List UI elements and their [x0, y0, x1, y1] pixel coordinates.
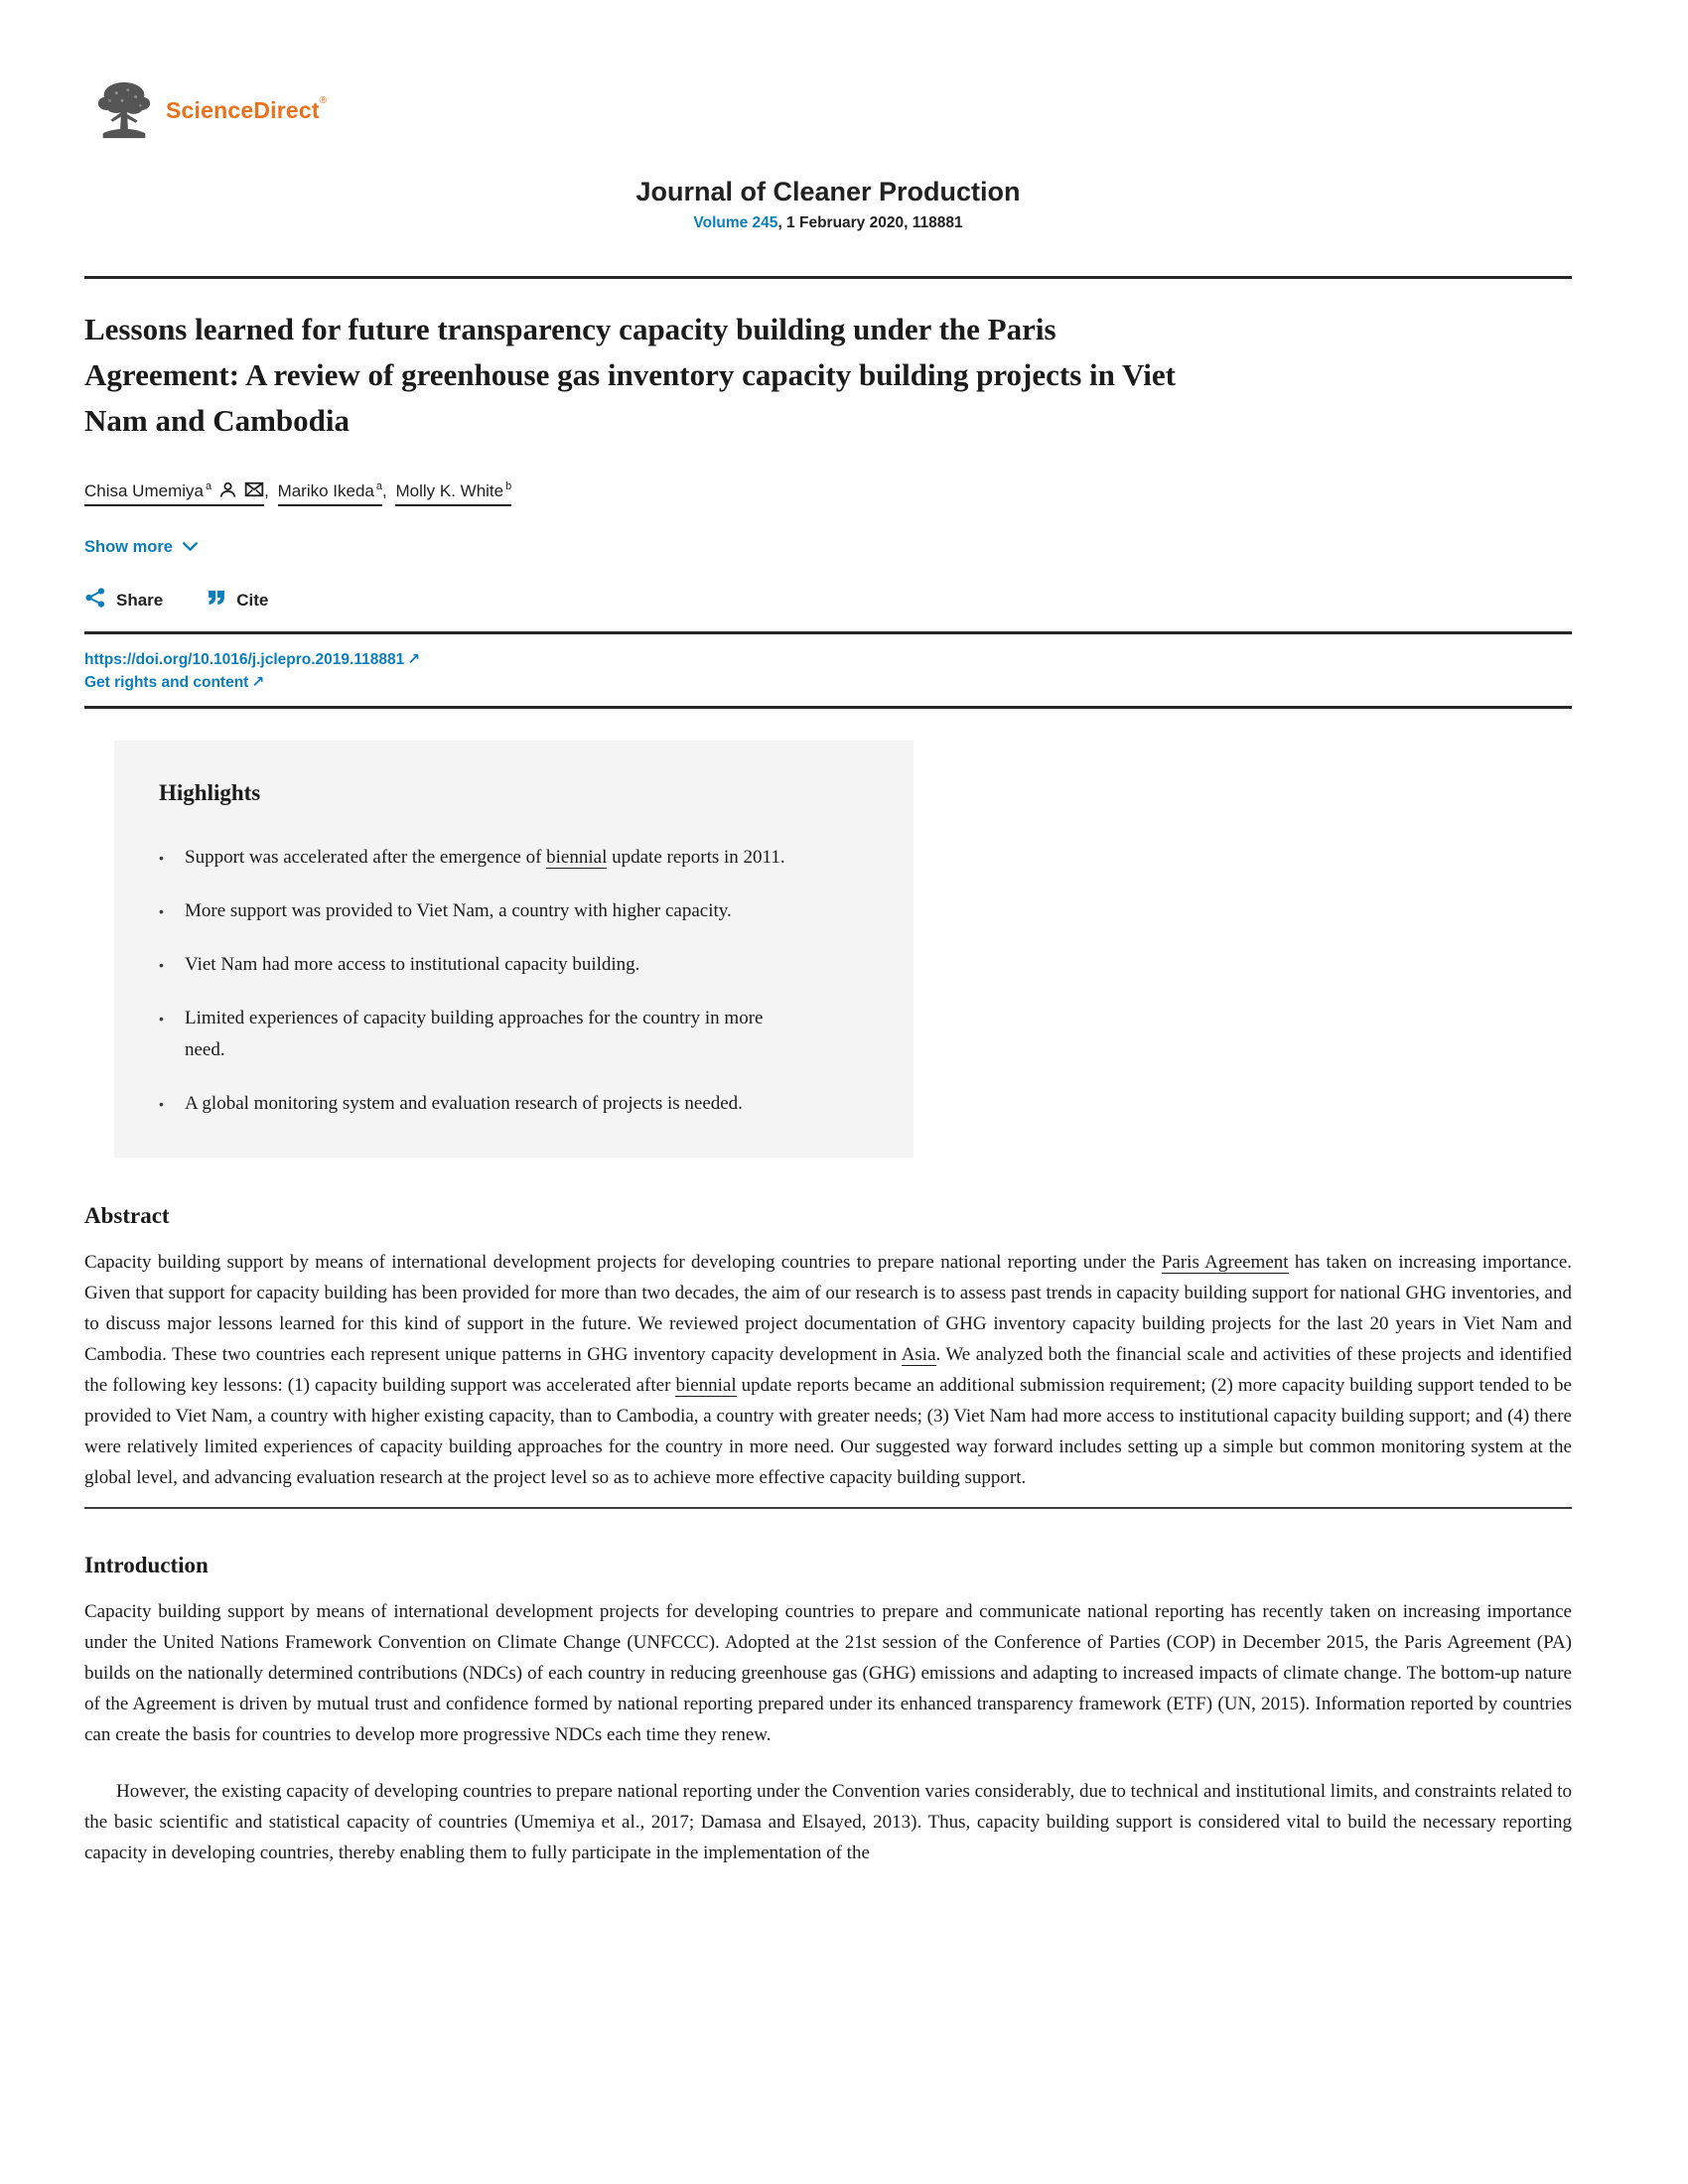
share-button[interactable]	[84, 587, 163, 614]
highlight-item	[159, 1003, 869, 1066]
elsevier-tree-icon	[94, 79, 154, 141]
abstract-segment: Capacity building support by means of international development projects for developing countries to prepare national reporting under the	[84, 1252, 1162, 1273]
term-link-paris-agreement[interactable]: Paris Agreement	[1161, 1252, 1289, 1273]
highlight-text: Limited experiences of capacity building approaches for the country in more need.	[185, 1008, 764, 1060]
bullet-icon: •	[159, 850, 164, 866]
journal-title-link[interactable]: Journal of Cleaner Production	[635, 177, 1021, 206]
person-icon[interactable]	[218, 480, 237, 504]
envelope-icon[interactable]	[244, 479, 264, 504]
author-affiliation-sup: a	[375, 480, 383, 493]
show-more-button[interactable]	[84, 534, 200, 561]
author-name: Molly K. White	[395, 481, 504, 500]
author-name: Chisa Umemiya	[84, 481, 204, 500]
term-link-biennial[interactable]: biennial	[675, 1375, 737, 1396]
cite-button[interactable]	[207, 588, 268, 613]
highlight-item	[159, 842, 869, 874]
abstract-segment: has taken on increasing importance. Given that support for capacity building has been provided for more than two decades, the aim of our research is to assess past trends in capacity building support for national GHG inventories, and to discuss major lessons learned for this kind of support in the future. We reviewed project documentation of GHG inventory capacity building projects for the last 20 years in Viet Nam and Cambodia. These two countries each represent unique patterns in GHG inventory capacity development in	[84, 1252, 1573, 1365]
divider-doi	[84, 706, 1572, 709]
highlights-box	[114, 741, 914, 1158]
cite-quote-icon	[207, 588, 226, 613]
highlight-text: Viet Nam had more access to institutional capacity building.	[185, 954, 640, 975]
registered-mark: ®	[319, 95, 328, 107]
highlight-text: A global monitoring system and evaluation research of projects is needed.	[185, 1093, 743, 1114]
introduction-heading: Introduction	[84, 1553, 209, 1577]
sciencedirect-logo[interactable]	[94, 79, 327, 141]
chevron-down-icon	[181, 537, 200, 561]
sciencedirect-wordmark: ScienceDirect	[166, 96, 320, 123]
external-link-icon: ↗	[251, 674, 265, 691]
author-list	[84, 479, 1572, 504]
author-link-1[interactable]	[84, 481, 264, 506]
journal-issue-line	[84, 214, 1572, 232]
highlights-heading: Highlights	[159, 780, 261, 805]
volume-link[interactable]: Volume 245	[693, 214, 778, 231]
article-title: Lessons learned for future transparency capacity building under the Paris Agreement: A review of greenhouse gas inventory capacity building projects in Viet Nam and Cambodia	[84, 312, 1176, 438]
external-link-icon: ↗	[407, 651, 421, 668]
share-label: Share	[116, 590, 164, 610]
author-affiliation-sup: a	[205, 480, 212, 493]
author-separator: ,	[264, 481, 274, 500]
top-bar	[0, 0, 1688, 141]
author-affiliation-sup: b	[505, 480, 512, 493]
bullet-icon: •	[159, 1011, 164, 1026]
bullet-icon: •	[159, 903, 164, 919]
divider-abstract	[84, 1507, 1572, 1509]
highlight-text: Support was accelerated after the emergence of	[185, 847, 547, 868]
bullet-icon: •	[159, 1096, 164, 1112]
author-link-2[interactable]	[278, 481, 382, 506]
term-link-asia[interactable]: Asia	[901, 1344, 936, 1365]
bullet-icon: •	[159, 957, 164, 973]
highlights-list	[159, 842, 869, 1120]
doi-link[interactable]	[84, 648, 420, 671]
show-more-label: Show more	[84, 538, 173, 556]
author-separator: ,	[382, 481, 392, 500]
cite-label: Cite	[236, 590, 269, 610]
highlight-item	[159, 895, 869, 927]
abstract-segment: . We analyzed both the financial scale and activities of these projects and identified the following key lessons: (1) capacity building support was accelerated after	[84, 1344, 1572, 1396]
abstract-heading: Abstract	[84, 1203, 170, 1228]
highlight-text: update reports in 2011.	[607, 847, 785, 868]
doi-text: https://doi.org/10.1016/j.jclepro.2019.118881	[84, 651, 405, 668]
article-actions	[84, 587, 1572, 614]
journal-header	[84, 175, 1572, 232]
highlight-text: More support was provided to Viet Nam, a country with higher capacity.	[185, 900, 732, 921]
highlight-item	[159, 949, 869, 981]
rights-text: Get rights and content	[84, 674, 249, 691]
term-link-biennial[interactable]: biennial	[546, 847, 608, 868]
highlight-item	[159, 1088, 869, 1120]
abstract-segment: update reports became an additional submission requirement; (2) more capacity building support tended to be provided to Viet Nam, a country with higher existing capacity, than to Cambodia, a country with greater needs; (3) Viet Nam had more access to institutional capacity building support; and (4) there were relatively limited experiences of capacity building approaches for the country in more need. Our suggested way forward includes setting up a simple but common monitoring system at the global level, and advancing evaluation research at the project level so as to achieve more effective capacity building support.	[84, 1375, 1572, 1488]
divider-top	[84, 276, 1572, 279]
issue-info: , 1 February 2020, 118881	[777, 214, 963, 231]
author-name: Mariko Ikeda	[277, 481, 374, 500]
doi-block	[84, 634, 1572, 706]
introduction-paragraph-2: However, the existing capacity of developing countries to prepare national reporting under the Convention varies considerably, due to technical and institutional limits, and constraints related to the basic scientific and statistical capacity of countries (Umemiya et al., 2017; Damasa and Elsayed, 2013). Thus, capacity building support is considered vital to build the necessary reporting capacity in developing countries, thereby enabling them to fully participate in the implementation of the	[84, 1781, 1572, 1863]
introduction-paragraph-1: Capacity building support by means of international development projects for developing countries to prepare and communicate national reporting has recently taken on increasing importance under the United Nations Framework Convention on Climate Change (UNFCCC). Adopted at the 21st session of the Conference of Parties (COP) in December 2015, the Paris Agreement (PA) builds on the nationally determined contributions (NDCs) of each country in reducing greenhouse gas (GHG) emissions and adapting to increased impacts of climate change. The bottom-up nature of the Agreement is driven by mutual trust and confidence formed by national reporting prepared under its enhanced transparency framework (ETF) (UN, 2015). Information reported by countries can create the basis for countries to develop more progressive NDCs each time they renew.	[84, 1601, 1572, 1745]
share-icon	[84, 587, 106, 614]
rights-link[interactable]	[84, 671, 264, 694]
author-link-3[interactable]	[395, 481, 511, 506]
abstract-text	[84, 1247, 1572, 1493]
